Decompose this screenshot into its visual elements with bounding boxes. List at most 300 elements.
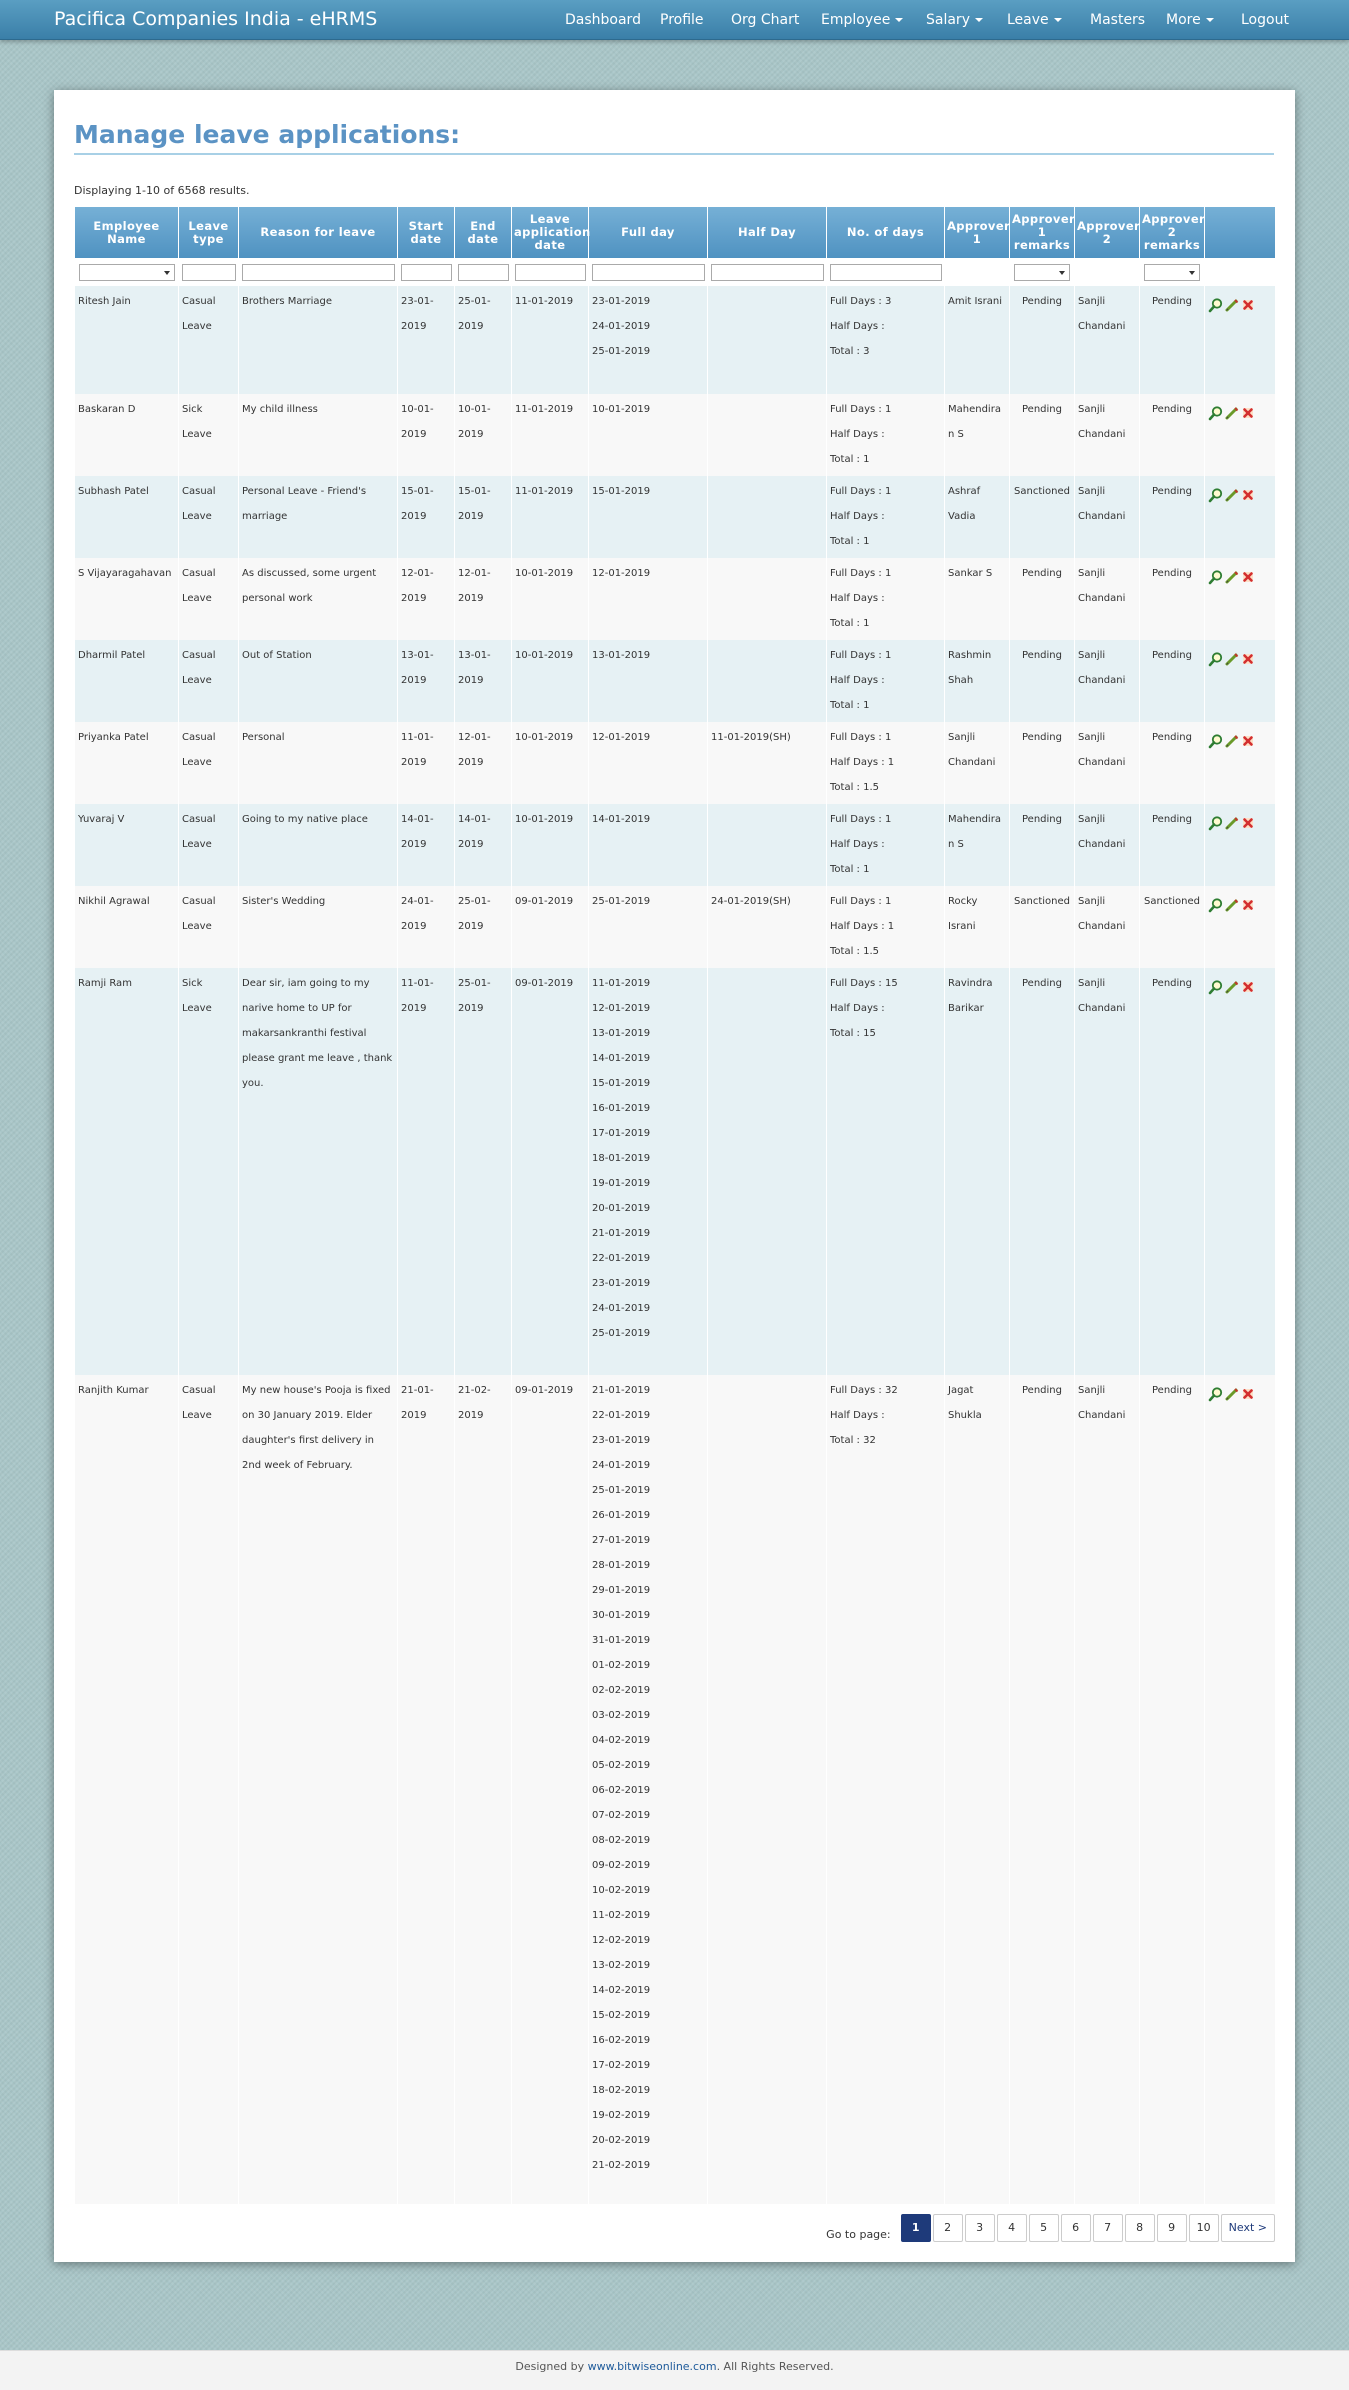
approver2-remarks-cell: Pending (1140, 1375, 1205, 2204)
column-header[interactable]: No. of days (827, 207, 945, 258)
nav-salary[interactable] (926, 12, 983, 28)
reason-filter-input[interactable] (242, 264, 395, 281)
full-day-cell-line: 25-01-2019 (592, 1328, 651, 1339)
magnifier-icon[interactable] (1208, 297, 1224, 313)
full-day-cell (589, 640, 708, 722)
nav-label: Dashboard (565, 12, 641, 28)
page-8-button[interactable]: 8 (1125, 2214, 1155, 2242)
page-4-button[interactable]: 4 (997, 2214, 1027, 2242)
full-day-cell-line: 15-01-2019 (592, 486, 651, 497)
approver1-remarks-cell: Pending (1010, 968, 1075, 1375)
start-date-cell: 15-01-2019 (398, 476, 455, 558)
no-of-days-cell (827, 1375, 945, 2204)
approver2-cell: Sanjli Chandani (1075, 968, 1140, 1375)
pencil-icon[interactable] (1224, 1386, 1240, 1402)
employee-name-select[interactable] (79, 264, 175, 281)
application-date-cell: 11-01-2019 (512, 394, 589, 476)
full-day-cell-line: 08-02-2019 (592, 1835, 651, 1846)
row-actions (1205, 394, 1275, 476)
full-day-cell-line: 19-02-2019 (592, 2110, 651, 2121)
full-day-cell-line: 21-02-2019 (592, 2160, 651, 2171)
leave-type-cell: Casual Leave (179, 886, 239, 968)
approver2-cell: Sanjli Chandani (1075, 394, 1140, 476)
half-day-filter-input[interactable] (711, 264, 824, 281)
pencil-icon[interactable] (1224, 297, 1240, 313)
approver2-cell: Sanjli Chandani (1075, 886, 1140, 968)
column-header[interactable]: Approver 1 (945, 207, 1010, 258)
delete-cross-icon[interactable] (1240, 651, 1256, 667)
employee-name-cell: Subhash Patel (75, 476, 179, 558)
full-day-cell-line: 12-01-2019 (592, 568, 651, 579)
approver1-cell: Sankar S (945, 558, 1010, 640)
half-day-cell (708, 968, 827, 1375)
end-date-cell: 14-01-2019 (455, 804, 512, 886)
approver2-remarks-cell: Pending (1140, 640, 1205, 722)
full-day-cell-line: 09-02-2019 (592, 1860, 651, 1871)
full-day-cell-line: 24-01-2019 (592, 321, 651, 332)
no-of-days-cell-line: Half Days : 1 (830, 757, 895, 768)
no-of-days-cell-line: Full Days : 1 (830, 732, 892, 743)
no-of-days-cell-line: Total : 32 (830, 1435, 876, 1446)
nav-label: Employee (821, 12, 891, 28)
approver2-remarks-cell: Pending (1140, 804, 1205, 886)
table-row (75, 558, 1275, 640)
start-date-cell: 14-01-2019 (398, 804, 455, 886)
filter-row (75, 258, 1275, 286)
approver2-remarks-cell: Sanctioned (1140, 886, 1205, 968)
start-date-cell: 11-01-2019 (398, 968, 455, 1375)
start-date-cell: 11-01-2019 (398, 722, 455, 804)
delete-cross-icon[interactable] (1240, 405, 1256, 421)
full-day-cell-line: 27-01-2019 (592, 1535, 651, 1546)
delete-cross-icon[interactable] (1240, 297, 1256, 313)
full-day-cell-line: 23-01-2019 (592, 1435, 651, 1446)
full-day-cell-line: 12-01-2019 (592, 732, 651, 743)
filter-empty-cell (945, 258, 1010, 286)
delete-cross-icon[interactable] (1240, 569, 1256, 585)
end-date-cell: 25-01-2019 (455, 886, 512, 968)
start-date-cell: 13-01-2019 (398, 640, 455, 722)
page-6-button[interactable]: 6 (1061, 2214, 1091, 2242)
magnifier-icon[interactable] (1208, 979, 1224, 995)
filter-empty-cell (1075, 258, 1140, 286)
reason-cell: As discussed, some urgent personal work (239, 558, 398, 640)
title-divider (74, 153, 1274, 155)
end-date-cell: 12-01-2019 (455, 558, 512, 640)
pagination (826, 2214, 1275, 2242)
start-date-cell: 12-01-2019 (398, 558, 455, 640)
no-of-days-cell (827, 640, 945, 722)
no-of-days-cell-line: Half Days : (830, 675, 885, 686)
full-day-cell (589, 886, 708, 968)
column-header[interactable]: Half Day (708, 207, 827, 258)
reason-cell: Sister's Wedding (239, 886, 398, 968)
full-day-cell-line: 31-01-2019 (592, 1635, 651, 1646)
reason-cell: Personal Leave - Friend's marriage (239, 476, 398, 558)
full-day-cell-line: 01-02-2019 (592, 1660, 651, 1671)
approver2-cell: Sanjli Chandani (1075, 286, 1140, 394)
pager-label: Go to page: (826, 2227, 891, 2241)
page-title: Manage leave applications: (74, 120, 461, 149)
magnifier-icon[interactable] (1208, 815, 1224, 831)
footer-prefix: Designed by (515, 2360, 585, 2373)
leave-type-cell: Sick Leave (179, 968, 239, 1375)
table-row (75, 394, 1275, 476)
page-7-button[interactable]: 7 (1093, 2214, 1123, 2242)
table-row (75, 640, 1275, 722)
no-of-days-cell-line: Full Days : 3 (830, 296, 892, 307)
page-10-button[interactable]: 10 (1189, 2214, 1219, 2242)
approver2-remarks-cell: Pending (1140, 558, 1205, 640)
chevron-down-icon (895, 18, 903, 22)
no-of-days-cell-line: Half Days : (830, 511, 885, 522)
full-day-cell-line: 02-02-2019 (592, 1685, 651, 1696)
column-header[interactable]: End date (455, 207, 512, 258)
leave-type-cell: Casual Leave (179, 1375, 239, 2204)
approver2-cell: Sanjli Chandani (1075, 476, 1140, 558)
approver1-cell: Rashmin Shah (945, 640, 1010, 722)
nav-label: More (1166, 12, 1201, 28)
nav-label: Masters (1090, 12, 1146, 28)
delete-cross-icon[interactable] (1240, 897, 1256, 913)
application-date-cell: 10-01-2019 (512, 722, 589, 804)
nav-logout[interactable] (1241, 12, 1289, 28)
end-date-cell: 25-01-2019 (455, 968, 512, 1375)
row-actions (1205, 968, 1275, 1375)
leave-applications-table (74, 207, 1275, 2204)
no-of-days-cell-line: Half Days : (830, 321, 885, 332)
full-day-cell-line: 16-01-2019 (592, 1103, 651, 1114)
column-header[interactable]: Leave type (179, 207, 239, 258)
full-day-cell-line: 18-02-2019 (592, 2085, 651, 2096)
nav-label: Profile (660, 12, 704, 28)
top-navbar (0, 0, 1349, 40)
full-day-cell-line: 16-02-2019 (592, 2035, 651, 2046)
leave-type-filter-input[interactable] (182, 264, 236, 281)
full-day-cell-line: 25-01-2019 (592, 346, 651, 357)
no-of-days-cell-line: Total : 15 (830, 1028, 876, 1039)
end-date-filter-input[interactable] (458, 264, 509, 281)
full-day-cell-line: 10-01-2019 (592, 404, 651, 415)
full-day-cell-line: 23-01-2019 (592, 1278, 651, 1289)
magnifier-icon[interactable] (1208, 487, 1224, 503)
no-of-days-cell-line: Half Days : (830, 593, 885, 604)
end-date-cell: 15-01-2019 (455, 476, 512, 558)
no-of-days-cell-line: Total : 1 (830, 700, 870, 711)
full-day-cell (589, 968, 708, 1375)
pencil-icon[interactable] (1224, 569, 1240, 585)
application-date-cell: 11-01-2019 (512, 476, 589, 558)
full-day-cell-line: 29-01-2019 (592, 1585, 651, 1596)
no-of-days-cell (827, 394, 945, 476)
table-row (75, 804, 1275, 886)
full-day-cell-line: 25-01-2019 (592, 1485, 651, 1496)
row-actions (1205, 886, 1275, 968)
leave-type-cell: Casual Leave (179, 558, 239, 640)
full-day-cell-line: 10-02-2019 (592, 1885, 651, 1896)
no-of-days-cell-line: Total : 1.5 (830, 782, 879, 793)
no-of-days-cell-line: Full Days : 1 (830, 650, 892, 661)
column-header[interactable]: Employee Name (75, 207, 179, 258)
pencil-icon[interactable] (1224, 651, 1240, 667)
column-header[interactable]: Full day (589, 207, 708, 258)
full-day-cell-line: 28-01-2019 (592, 1560, 651, 1571)
half-day-cell (708, 640, 827, 722)
approver2-cell: Sanjli Chandani (1075, 722, 1140, 804)
page-5-button[interactable]: 5 (1029, 2214, 1059, 2242)
delete-cross-icon[interactable] (1240, 1386, 1256, 1402)
no-of-days-cell-line: Full Days : 1 (830, 404, 892, 415)
full-day-cell (589, 804, 708, 886)
reason-cell: Brothers Marriage (239, 286, 398, 394)
approver1-remarks-cell: Pending (1010, 1375, 1075, 2204)
end-date-cell: 25-01-2019 (455, 286, 512, 394)
end-date-cell: 21-02-2019 (455, 1375, 512, 2204)
nav-employee[interactable] (821, 12, 903, 28)
no-of-days-cell-line: Total : 1 (830, 618, 870, 629)
start-date-filter-input[interactable] (401, 264, 452, 281)
table-header-row (75, 207, 1275, 258)
full-day-cell-line: 14-01-2019 (592, 1053, 651, 1064)
employee-name-cell: Nikhil Agrawal (75, 886, 179, 968)
column-header[interactable]: Leave application date (512, 207, 589, 258)
reason-cell: Personal (239, 722, 398, 804)
approver1-cell: Rocky Israni (945, 886, 1010, 968)
leave-type-cell: Casual Leave (179, 722, 239, 804)
end-date-cell: 12-01-2019 (455, 722, 512, 804)
full-day-cell (589, 394, 708, 476)
full-day-cell-line: 11-01-2019 (592, 978, 651, 989)
page-3-button[interactable]: 3 (965, 2214, 995, 2242)
no-of-days-cell-line: Full Days : 32 (830, 1385, 898, 1396)
chevron-down-icon (975, 18, 983, 22)
no-of-days-cell (827, 968, 945, 1375)
application-date-cell: 10-01-2019 (512, 804, 589, 886)
reason-cell: My child illness (239, 394, 398, 476)
approver2-cell: Sanjli Chandani (1075, 1375, 1140, 2204)
magnifier-icon[interactable] (1208, 405, 1224, 421)
column-header[interactable]: Approver 2 (1075, 207, 1140, 258)
no-of-days-cell (827, 886, 945, 968)
application-date-filter-input[interactable] (515, 264, 586, 281)
no-of-days-cell-line: Full Days : 15 (830, 978, 898, 989)
reason-cell: Dear sir, iam going to my narive home to UP for makarsankranthi festival please grant me leave , thank you. (239, 968, 398, 1375)
row-actions (1205, 1375, 1275, 2204)
full-day-cell-line: 22-01-2019 (592, 1253, 651, 1264)
approver1-remarks-cell: Pending (1010, 286, 1075, 394)
page-1-button[interactable]: 1 (901, 2214, 931, 2242)
column-header[interactable]: Approver 1 remarks (1010, 207, 1075, 258)
full-day-cell-line: 17-02-2019 (592, 2060, 651, 2071)
column-header[interactable]: Reason for leave (239, 207, 398, 258)
table-row (75, 1375, 1275, 2204)
pencil-icon[interactable] (1224, 487, 1240, 503)
full-day-cell-line: 06-02-2019 (592, 1785, 651, 1796)
approver1-cell: Amit Israni (945, 286, 1010, 394)
table-row (75, 886, 1275, 968)
magnifier-icon[interactable] (1208, 897, 1224, 913)
full-day-cell-line: 12-01-2019 (592, 1003, 651, 1014)
approver1-cell: Mahendiran S (945, 804, 1010, 886)
magnifier-icon[interactable] (1208, 1386, 1224, 1402)
delete-cross-icon[interactable] (1240, 733, 1256, 749)
approver2-cell: Sanjli Chandani (1075, 640, 1140, 722)
app-title[interactable]: Pacifica Companies India - eHRMS (54, 8, 378, 30)
end-date-cell: 10-01-2019 (455, 394, 512, 476)
page-2-button[interactable]: 2 (933, 2214, 963, 2242)
full-day-cell-line: 11-02-2019 (592, 1910, 651, 1921)
nav-more[interactable] (1166, 12, 1214, 28)
no-of-days-cell-line: Total : 1.5 (830, 946, 879, 957)
full-day-cell-line: 26-01-2019 (592, 1510, 651, 1521)
full-day-cell-line: 21-01-2019 (592, 1228, 651, 1239)
page-9-button[interactable]: 9 (1157, 2214, 1187, 2242)
full-day-cell-line: 20-01-2019 (592, 1203, 651, 1214)
nav-org-chart[interactable] (731, 12, 799, 28)
delete-cross-icon[interactable] (1240, 979, 1256, 995)
approver1-remarks-select[interactable] (1014, 264, 1070, 281)
half-day-cell (708, 286, 827, 394)
full-day-cell (589, 722, 708, 804)
full-day-cell-line: 18-01-2019 (592, 1153, 651, 1164)
full-day-cell-line: 03-02-2019 (592, 1710, 651, 1721)
full-day-cell-line: 19-01-2019 (592, 1178, 651, 1189)
approver1-remarks-cell: Pending (1010, 722, 1075, 804)
employee-name-cell: Yuvaraj V (75, 804, 179, 886)
nav-label: Salary (926, 12, 970, 28)
leave-type-cell: Sick Leave (179, 394, 239, 476)
delete-cross-icon[interactable] (1240, 487, 1256, 503)
filter-empty-cell (1205, 258, 1275, 286)
approver1-remarks-cell: Pending (1010, 558, 1075, 640)
employee-name-cell: Dharmil Patel (75, 640, 179, 722)
full-day-cell-line: 23-01-2019 (592, 296, 651, 307)
leave-type-cell: Casual Leave (179, 640, 239, 722)
reason-cell: Out of Station (239, 640, 398, 722)
nav-masters[interactable] (1090, 12, 1145, 28)
leave-type-cell: Casual Leave (179, 286, 239, 394)
full-day-cell-line: 13-01-2019 (592, 1028, 651, 1039)
employee-name-cell: Ranjith Kumar (75, 1375, 179, 2204)
full-day-cell-line: 24-01-2019 (592, 1460, 651, 1471)
no-of-days-cell-line: Full Days : 1 (830, 814, 892, 825)
no-of-days-cell-line: Half Days : (830, 429, 885, 440)
approver1-cell: Ravindra Barikar (945, 968, 1010, 1375)
full-day-cell-line: 12-02-2019 (592, 1935, 651, 1946)
full-day-cell-line: 07-02-2019 (592, 1810, 651, 1821)
footer (0, 2350, 1349, 2390)
half-day-cell (708, 558, 827, 640)
full-day-cell (589, 476, 708, 558)
leave-type-cell: Casual Leave (179, 804, 239, 886)
approver1-remarks-cell: Sanctioned (1010, 476, 1075, 558)
table-body (75, 286, 1275, 2204)
no-of-days-cell-line: Half Days : (830, 839, 885, 850)
full-day-cell-line: 04-02-2019 (592, 1735, 651, 1746)
half-day-cell (708, 476, 827, 558)
application-date-cell: 11-01-2019 (512, 286, 589, 394)
approver1-cell: Sanjli Chandani (945, 722, 1010, 804)
table-row (75, 286, 1275, 394)
reason-cell: My new house's Pooja is fixed on 30 January 2019. Elder daughter's first delivery in 2nd week of February. (239, 1375, 398, 2204)
pencil-icon[interactable] (1224, 897, 1240, 913)
no-of-days-cell (827, 722, 945, 804)
application-date-cell: 09-01-2019 (512, 968, 589, 1375)
no-of-days-cell-line: Total : 1 (830, 454, 870, 465)
full-day-cell (589, 558, 708, 640)
nav-label: Leave (1007, 12, 1049, 28)
full-day-cell-line: 22-01-2019 (592, 1410, 651, 1421)
column-header (1205, 207, 1275, 258)
half-day-cell: 24-01-2019(SH) (708, 886, 827, 968)
no-of-days-cell-line: Total : 1 (830, 536, 870, 547)
nav-label: Org Chart (731, 12, 800, 28)
row-actions (1205, 640, 1275, 722)
approver2-remarks-cell: Pending (1140, 968, 1205, 1375)
filter-employee-name[interactable] (75, 258, 179, 286)
full-day-filter-input[interactable] (592, 264, 705, 281)
row-actions (1205, 558, 1275, 640)
row-actions (1205, 804, 1275, 886)
full-day-cell (589, 1375, 708, 2204)
no-of-days-cell-line: Total : 1 (830, 864, 870, 875)
full-day-cell-line: 24-01-2019 (592, 1303, 651, 1314)
row-actions (1205, 722, 1275, 804)
pencil-icon[interactable] (1224, 979, 1240, 995)
column-header[interactable]: Approver 2 remarks (1140, 207, 1205, 258)
approver1-cell: Ashraf Vadia (945, 476, 1010, 558)
application-date-cell: 09-01-2019 (512, 1375, 589, 2204)
delete-cross-icon[interactable] (1240, 815, 1256, 831)
nav-leave[interactable] (1007, 12, 1062, 28)
full-day-cell-line: 13-02-2019 (592, 1960, 651, 1971)
chevron-down-icon (1054, 18, 1062, 22)
approver2-remarks-select[interactable] (1144, 264, 1200, 281)
half-day-cell (708, 804, 827, 886)
footer-suffix: . All Rights Reserved. (716, 2360, 834, 2373)
content-panel (54, 90, 1295, 2262)
column-header[interactable]: Start date (398, 207, 455, 258)
no-of-days-filter-input[interactable] (830, 264, 942, 281)
pencil-icon[interactable] (1224, 405, 1240, 421)
nav-dashboard[interactable] (565, 12, 641, 28)
half-day-cell (708, 1375, 827, 2204)
pencil-icon[interactable] (1224, 815, 1240, 831)
approver1-remarks-cell: Sanctioned (1010, 886, 1075, 968)
full-day-cell-line: 14-02-2019 (592, 1985, 651, 1996)
magnifier-icon[interactable] (1208, 651, 1224, 667)
next-page-button[interactable]: Next > (1221, 2214, 1275, 2242)
no-of-days-cell-line: Half Days : (830, 1410, 885, 1421)
footer-link[interactable]: www.bitwiseonline.com (587, 2360, 717, 2373)
magnifier-icon[interactable] (1208, 733, 1224, 749)
application-date-cell: 09-01-2019 (512, 886, 589, 968)
full-day-cell-line: 13-01-2019 (592, 650, 651, 661)
row-actions (1205, 476, 1275, 558)
nav-profile[interactable] (660, 12, 704, 28)
approver1-remarks-cell: Pending (1010, 394, 1075, 476)
no-of-days-cell (827, 476, 945, 558)
pencil-icon[interactable] (1224, 733, 1240, 749)
magnifier-icon[interactable] (1208, 569, 1224, 585)
nav-label: Logout (1241, 12, 1289, 28)
approver2-remarks-cell: Pending (1140, 394, 1205, 476)
no-of-days-cell-line: Half Days : (830, 1003, 885, 1014)
start-date-cell: 23-01-2019 (398, 286, 455, 394)
no-of-days-cell-line: Total : 3 (830, 346, 870, 357)
results-summary: Displaying 1-10 of 6568 results. (74, 184, 250, 197)
employee-name-cell: Ritesh Jain (75, 286, 179, 394)
